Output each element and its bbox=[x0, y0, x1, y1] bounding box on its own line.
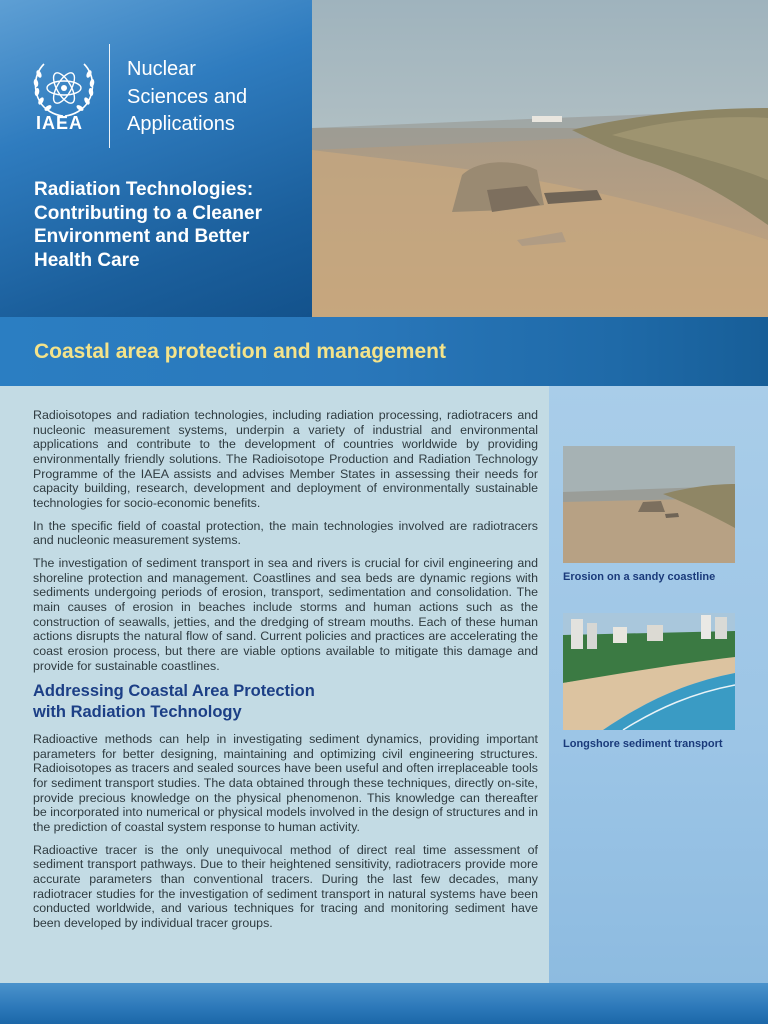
paragraph: Radioactive tracer is the only unequivocal method of direct real time assessment of sediment transport pathways. Due to their heightened sensitivity, radiotracers provide more accurate parameters than conventional tracers. During the last few decades, many radiotracer studies for the investigation of sediment transport in natural systems have been conducted worldwide, and various techniques for tracing and monitoring sediment have been developed by individual tracer groups. bbox=[33, 842, 538, 931]
brand-line: Sciences and bbox=[127, 85, 248, 108]
brand-line: Applications bbox=[127, 113, 235, 135]
article-subheading bbox=[33, 681, 538, 722]
subheading-line: Addressing Coastal Area Protection bbox=[33, 682, 315, 701]
title-line: Contributing to a Cleaner bbox=[34, 202, 262, 224]
paragraph: Radioactive methods can help in investigating sediment dynamics, providing important parameters for better designing, maintaining and optimizing civil engineering structures. Radioisotopes as tracers and sealed sources have been useful and often irreplaceable tools for sediment transport studies. The data obtained through these techniques, directly on-site, provide precious knowledge on the physical phenomenon. This knowledge can thereafter be incorporated into numerical or physical models involved in the design of structures and in the prediction of coastal system response to human activity. bbox=[33, 732, 538, 835]
brand-title bbox=[127, 56, 247, 139]
paragraph: In the specific field of coastal protection, the main technologies involved are radiotracers and nucleonic measurement systems. bbox=[33, 518, 538, 548]
title-line: Environment and Better bbox=[34, 226, 250, 247]
article-body bbox=[33, 408, 538, 939]
photo-caption: Longshore sediment transport bbox=[563, 738, 723, 750]
hero-beach-photo bbox=[312, 0, 768, 317]
title-line: Radiation Technologies: bbox=[34, 179, 254, 200]
logo-divider bbox=[109, 44, 110, 148]
photo-caption: Erosion on a sandy coastline bbox=[563, 571, 716, 583]
erosion-photo bbox=[563, 446, 735, 563]
longshore-photo bbox=[563, 613, 735, 730]
paragraph: Radioisotopes and radiation technologies, including radiation processing, radiotracers and nucleonic measurement systems, underpin a variety of industrial and environmental applications and contribute to the development of countries worldwide by providing environmentally friendly solutions. The Radioisotope Production and Radiation Technology Programme of the IAEA assists and advises Member States in assessing their needs for capacity building, research, development and deployment of environmentally sustainable technologies for socio-economic benefits. bbox=[33, 408, 538, 510]
brand-line: Nuclear bbox=[127, 58, 196, 80]
publication-title bbox=[34, 178, 304, 272]
section-title: Coastal area protection and management bbox=[34, 340, 446, 363]
paragraph: The investigation of sediment transport in sea and rivers is crucial for civil engineering and shoreline protection and management. Coastlines and sea beds are dynamic regions with sediments undergoing periods of erosion, transport, sedimentation and consolidation. The main causes of erosion in beaches include storms and human actions such as the construction of seawalls, jetties, and the dredging of stream mouths. Each of these human actions disrupts the natural flow of sand. Current policies and practices are accelerating the coast erosion process, but there are viable options available to mitigate this damage and provide for sustainable coastlines. bbox=[33, 555, 538, 673]
logo-wordmark: IAEA bbox=[36, 113, 84, 133]
title-line: Health Care bbox=[34, 249, 140, 271]
footer-band bbox=[0, 983, 768, 1024]
subheading-line: with Radiation Technology bbox=[33, 702, 242, 721]
